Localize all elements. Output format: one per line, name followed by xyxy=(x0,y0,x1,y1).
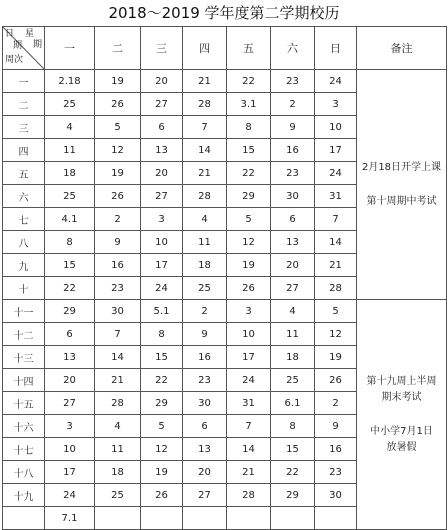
date-cell: 28 xyxy=(183,185,227,208)
date-cell: 21 xyxy=(95,369,141,392)
date-cell: 4 xyxy=(183,208,227,231)
date-cell: 22 xyxy=(271,461,315,484)
date-cell: 14 xyxy=(315,231,357,254)
corner-label-xing: 星 xyxy=(25,29,35,39)
week-number-cell: 十 xyxy=(3,277,45,300)
week-number-cell: 十三 xyxy=(3,346,45,369)
date-cell: 10 xyxy=(141,231,183,254)
header-row xyxy=(3,27,447,70)
date-cell: 5 xyxy=(315,300,357,323)
date-cell: 21 xyxy=(183,70,227,93)
date-cell: 19 xyxy=(95,162,141,185)
date-cell: 29 xyxy=(271,484,315,507)
date-cell: 8 xyxy=(271,415,315,438)
note-gap xyxy=(357,176,446,194)
date-cell: 5 xyxy=(227,208,271,231)
notes-cell-first-half xyxy=(357,70,447,300)
date-cell: 5 xyxy=(141,415,183,438)
date-cell: 6 xyxy=(141,116,183,139)
date-cell: 3 xyxy=(141,208,183,231)
date-cell: 5.1 xyxy=(141,300,183,323)
date-cell: 15 xyxy=(45,254,95,277)
date-cell: 24 xyxy=(315,162,357,185)
date-cell: 12 xyxy=(315,323,357,346)
date-cell: 2.18 xyxy=(45,70,95,93)
header-notes: 备注 xyxy=(357,27,447,70)
date-cell: 4 xyxy=(271,300,315,323)
date-cell: 7 xyxy=(95,323,141,346)
date-cell: 19 xyxy=(141,461,183,484)
date-cell: 28 xyxy=(227,484,271,507)
note-line: 第十周期中考试 xyxy=(366,195,437,207)
date-cell: 23 xyxy=(183,369,227,392)
corner-label-ri: 日 xyxy=(5,29,15,39)
date-cell: 15 xyxy=(141,346,183,369)
date-cell: 30 xyxy=(315,484,357,507)
date-cell: 27 xyxy=(141,185,183,208)
date-cell xyxy=(315,507,357,530)
date-cell: 25 xyxy=(183,277,227,300)
week-number-cell: 十七 xyxy=(3,438,45,461)
date-cell: 20 xyxy=(141,70,183,93)
week-number-cell: 十四 xyxy=(3,369,45,392)
date-cell: 26 xyxy=(315,369,357,392)
date-cell: 22 xyxy=(227,70,271,93)
date-cell: 27 xyxy=(45,392,95,415)
date-cell: 31 xyxy=(315,185,357,208)
date-cell: 7 xyxy=(315,208,357,231)
date-cell: 24 xyxy=(227,369,271,392)
date-cell xyxy=(227,507,271,530)
date-cell: 30 xyxy=(271,185,315,208)
date-cell: 16 xyxy=(183,346,227,369)
date-cell: 28 xyxy=(95,392,141,415)
date-cell: 2 xyxy=(183,300,227,323)
date-cell: 17 xyxy=(315,139,357,162)
calendar-body xyxy=(3,70,447,530)
date-cell: 18 xyxy=(95,461,141,484)
date-cell: 8 xyxy=(45,231,95,254)
date-cell: 23 xyxy=(271,70,315,93)
date-cell: 19 xyxy=(227,254,271,277)
date-cell: 13 xyxy=(141,139,183,162)
date-cell: 27 xyxy=(141,93,183,116)
date-cell: 17 xyxy=(141,254,183,277)
date-cell: 9 xyxy=(271,116,315,139)
date-cell: 4 xyxy=(95,415,141,438)
date-cell: 4.1 xyxy=(45,208,95,231)
week-number-cell: 五 xyxy=(3,162,45,185)
date-cell: 29 xyxy=(45,300,95,323)
date-cell: 11 xyxy=(95,438,141,461)
note-line: 第十九周上半周 xyxy=(366,375,437,387)
date-cell: 28 xyxy=(315,277,357,300)
date-cell: 11 xyxy=(271,323,315,346)
date-cell: 8 xyxy=(141,323,183,346)
date-cell xyxy=(141,507,183,530)
corner-header-cell xyxy=(3,27,45,70)
date-cell: 3.1 xyxy=(227,93,271,116)
corner-label-qi2: 期 xyxy=(13,41,23,51)
date-cell: 7 xyxy=(227,415,271,438)
date-cell: 6 xyxy=(183,415,227,438)
date-cell: 20 xyxy=(271,254,315,277)
date-cell: 11 xyxy=(45,139,95,162)
page-title: 2018～2019 学年度第二学期校历 xyxy=(108,4,340,22)
table-row xyxy=(3,70,447,93)
date-cell: 19 xyxy=(315,346,357,369)
date-cell: 10 xyxy=(45,438,95,461)
date-cell: 6.1 xyxy=(271,392,315,415)
date-cell: 12 xyxy=(141,438,183,461)
date-cell: 28 xyxy=(183,93,227,116)
date-cell: 18 xyxy=(45,162,95,185)
date-cell xyxy=(95,507,141,530)
date-cell: 3 xyxy=(315,93,357,116)
week-number-cell: 十二 xyxy=(3,323,45,346)
date-cell: 25 xyxy=(95,484,141,507)
date-cell: 13 xyxy=(183,438,227,461)
date-cell: 26 xyxy=(95,93,141,116)
corner-label-qi: 期 xyxy=(33,40,43,50)
date-cell: 21 xyxy=(227,461,271,484)
date-cell: 9 xyxy=(183,323,227,346)
date-cell: 18 xyxy=(271,346,315,369)
date-cell: 20 xyxy=(45,369,95,392)
date-cell: 24 xyxy=(141,277,183,300)
note-line: 中小学7月1日 xyxy=(370,425,433,437)
header-sunday: 日 xyxy=(315,27,357,70)
date-cell: 17 xyxy=(227,346,271,369)
date-cell: 2 xyxy=(271,93,315,116)
notes-cell-second-half xyxy=(357,300,447,530)
week-number-cell: 十九 xyxy=(3,484,45,507)
date-cell: 4 xyxy=(45,116,95,139)
date-cell: 24 xyxy=(45,484,95,507)
date-cell: 18 xyxy=(183,254,227,277)
date-cell: 26 xyxy=(227,277,271,300)
header-monday: 一 xyxy=(45,27,95,70)
date-cell: 16 xyxy=(271,139,315,162)
date-cell: 14 xyxy=(183,139,227,162)
week-number-cell: 十一 xyxy=(3,300,45,323)
date-cell: 15 xyxy=(227,139,271,162)
corner-label-zhouci: 周次 xyxy=(5,55,24,65)
date-cell: 13 xyxy=(271,231,315,254)
date-cell: 26 xyxy=(141,484,183,507)
note-line: 期末考试 xyxy=(381,391,422,403)
date-cell: 9 xyxy=(95,231,141,254)
date-cell: 23 xyxy=(95,277,141,300)
date-cell xyxy=(271,507,315,530)
date-cell: 20 xyxy=(183,461,227,484)
date-cell: 2 xyxy=(315,392,357,415)
date-cell: 14 xyxy=(227,438,271,461)
date-cell: 14 xyxy=(95,346,141,369)
header-wednesday: 三 xyxy=(141,27,183,70)
week-number-cell: 八 xyxy=(3,231,45,254)
date-cell: 25 xyxy=(45,185,95,208)
date-cell: 3 xyxy=(45,415,95,438)
date-cell: 30 xyxy=(183,392,227,415)
note-line: 2月18日开学上课 xyxy=(361,161,442,173)
date-cell: 22 xyxy=(45,277,95,300)
date-cell: 24 xyxy=(315,70,357,93)
date-cell: 15 xyxy=(271,438,315,461)
table-row xyxy=(3,300,447,323)
date-cell: 12 xyxy=(227,231,271,254)
date-cell: 20 xyxy=(141,162,183,185)
date-cell: 9 xyxy=(315,415,357,438)
header-thursday: 四 xyxy=(183,27,227,70)
date-cell: 19 xyxy=(95,70,141,93)
date-cell: 3 xyxy=(227,300,271,323)
date-cell: 25 xyxy=(45,93,95,116)
date-cell: 22 xyxy=(227,162,271,185)
date-cell: 10 xyxy=(227,323,271,346)
date-cell: 23 xyxy=(315,461,357,484)
date-cell: 12 xyxy=(95,139,141,162)
week-number-cell xyxy=(3,507,45,530)
date-cell: 22 xyxy=(141,369,183,392)
week-number-cell: 十八 xyxy=(3,461,45,484)
date-cell: 5 xyxy=(95,116,141,139)
date-cell: 26 xyxy=(95,185,141,208)
week-number-cell: 三 xyxy=(3,116,45,139)
date-cell: 21 xyxy=(315,254,357,277)
header-tuesday: 二 xyxy=(95,27,141,70)
date-cell: 25 xyxy=(271,369,315,392)
date-cell: 10 xyxy=(315,116,357,139)
date-cell: 17 xyxy=(45,461,95,484)
date-cell: 6 xyxy=(45,323,95,346)
week-number-cell: 十六 xyxy=(3,415,45,438)
note-gap xyxy=(357,406,446,424)
date-cell: 7 xyxy=(183,116,227,139)
date-cell: 27 xyxy=(271,277,315,300)
date-cell: 21 xyxy=(183,162,227,185)
week-number-cell: 四 xyxy=(3,139,45,162)
header-friday: 五 xyxy=(227,27,271,70)
date-cell: 27 xyxy=(183,484,227,507)
week-number-cell: 九 xyxy=(3,254,45,277)
date-cell: 6 xyxy=(271,208,315,231)
header-saturday: 六 xyxy=(271,27,315,70)
week-number-cell: 一 xyxy=(3,70,45,93)
date-cell: 7.1 xyxy=(45,507,95,530)
date-cell: 13 xyxy=(45,346,95,369)
date-cell: 31 xyxy=(227,392,271,415)
date-cell: 23 xyxy=(271,162,315,185)
date-cell: 16 xyxy=(95,254,141,277)
date-cell: 29 xyxy=(227,185,271,208)
date-cell: 16 xyxy=(315,438,357,461)
date-cell: 30 xyxy=(95,300,141,323)
calendar-table xyxy=(2,26,447,530)
week-number-cell: 六 xyxy=(3,185,45,208)
week-number-cell: 十五 xyxy=(3,392,45,415)
date-cell: 29 xyxy=(141,392,183,415)
date-cell: 2 xyxy=(95,208,141,231)
date-cell: 8 xyxy=(227,116,271,139)
week-number-cell: 二 xyxy=(3,93,45,116)
note-line: 放暑假 xyxy=(386,441,417,453)
date-cell xyxy=(183,507,227,530)
week-number-cell: 七 xyxy=(3,208,45,231)
date-cell: 11 xyxy=(183,231,227,254)
